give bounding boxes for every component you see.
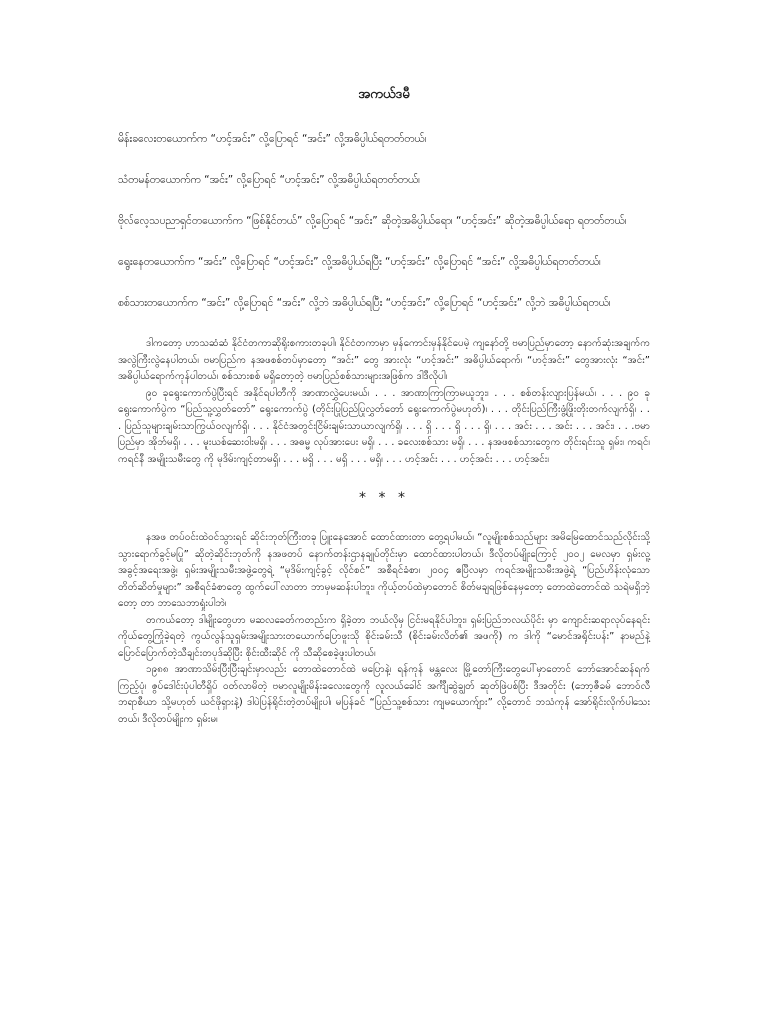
section-one — [118, 336, 650, 468]
quote-line: မိန်းခလေးတယောက်က “ဟင့်အင်း” လို့ပြောရင် “အင်း” လို့အဓိပ္ပါယ်ရတတ်တယ်၊ — [118, 133, 427, 145]
quote-line: သံတမန်တယောက်က “အင်း” လို့ပြောရင် “ဟင့်အင်း” လို့အဓိပ္ပါယ်ရတတ်တယ်၊ — [118, 174, 420, 186]
quote-line: ဗိုလ်လေ့သပညာရှင်တယောက်က “ဖြစ်နိုင်တယ်” လို့ပြောရင် “အင်း” ဆိုတဲ့အဓိပ္ပါယ်ရော၊ “ဟင့်အင်း” ဆိုတဲ့အဓိပ္ပါယ်ရော ရတတ်တယ်၊ — [118, 215, 627, 227]
section-two — [118, 530, 650, 728]
quote-line: ရွေးနေတယောက်က “အင်း” လို့ပြောရင် “ဟင့်အင်း” လို့အဓိပ္ပါယ်ရပြီး “ဟင့်အင်း” လို့ပြောရင် “အင်း” လို့အဓိပ္ပါယ်ရတတ်တယ်၊ — [118, 256, 601, 268]
paragraph: ၁၉၈၈ အာဏာသိမ်းပြီးပြီးချင်းမှာလည်း တောထဲတောင်ထဲ မပြောနဲ့၊ ရန်ကုန် မန္တလေး မြို့တော်ကြီးတွေပေါ်မှာတောင် ဘော်အောင်ဆန်ရက်ကြည့်ပုံ၊ ဇွပ်ဒေါင်းပုံပါတီရှိပ် ဝတ်လာမိတဲ့ ဗမာလူမျိုးမိန်းခလေးတွေကို လူလယ်ခေါင် အင်္ကျီဆွဲချွတ် ဆုတ်ဖြဲပစ်ပြီး ဒီအတိုင်း (ဘော့ဇီခမ် ဘောဝ်လီ ဘရာစီယာ သို့မဟုတ် ယင်ဖိုရှားနဲ့) ဒါပဲပြန်ရိုင်းတဲ့တပ်မျိုးပါ၊ မပြန်ခင် “ပြည်သူ့စစ်သား ကျမယောက်ျား” လို့တောင် ဘသံကုန် အော်ရိုင်းလိုက်ပါသေးတယ်၊ ဒီလိုတပ်မျိုးက ရှမ်းမ၊ — [118, 664, 650, 725]
document-title: အကယ်ဒမီ — [358, 87, 410, 102]
paragraph: တကယ်တော့ ဒါမျိုးတွေဟာ မဆလခေတ်ကတည်းက ရှိခဲ့တာ ဘယ်လိုမှ ငြင်းမရနိုင်ပါဘူး၊ ရှမ်းပြည်ဘလယ်ပိုင်း မှာ ကျောင်းဆရာလုပ်နေရင်း ကိုယ်တွေ့ကြုံခဲ့ရတဲ့ ကွယ်လွန်သူရှမ်းအမျိုးသားတယောက်ပြောဖူးသို စိုင်းခမ်းသီ (စိုင်းခမ်းလိတ်၏ အဖကို) က ဒါကို “မောင်အရိုင်းပန်း” နာမည်နဲ့ ပြောင်ပြောက်တဲ့သီချင်းတပုဒ်ဆိုပြီး စိုင်းထီးဆိုင် ကို သီဆိုစေခဲ့ဖူးပါတယ်၊ — [118, 614, 650, 659]
paragraph: ၉၀ ခုရွေးကောက်ပွဲပြီးရင် အနိုင်ရပါတီကို အာဏာလွှဲပေးမယ်၊ . . . အာဏာကြာကြာမယူဘူး၊ . . . စစ်တန်းလျားပြန်မယ်၊ . . . ၉၀ ခုရွေးကောက်ပွဲက “ပြည်သူ့လွှတ်တော်” ရွေးကောက်ပွဲ (တိုင်းပြုပြည်ပြုလွှတ်တော် ရွေးကောက်ပွဲမဟုတ်)၊ . . . တိုင်းပြည်ကြီးဖွံ့ဖြိုးတိုးတက်လျက်ရှိ၊ . . . ပြည်သူများချမ်းသာကြွယ်ဝလျက်ရှိ၊ . . . နိုင်ငံအတွင်းငြိမ်းချမ်းသာယာလျက်ရှိ၊ . . . ရှိ . . . ရှိ . . . ရှိ၊ . . . အင်း . . . အင်း . . . အင်း၊ . . .ဗမာပြည်မှာ အိုဘ်မရှိ၊ . . . မူးယစ်ဆေးဝါးမရှိ၊ . . . အဓမ္မ လုပ်အားပေး မရှိ၊ . . . ခလေးစစ်သား မရှိ၊ . . . နအဖစစ်သားတွေက တိုင်းရင်းသူ ရှမ်း၊ ကရင်၊ ကရင်နီ အမျိုးသမီးတွေ ကို မုဒိမ်းကျင့်တာမရှိ၊ . . . မရှိ . . . မရှိ . . . မရှိ၊ . . . ဟင့်အင်း . . . ဟင့်အင်း . . . ဟင့်အင်း၊ — [118, 387, 650, 465]
quote-line: စစ်သားတယောက်က “အင်း” လို့ပြောရင် “အင်း” လို့ဘဲ အဓိပ္ပါယ်ရပြီး “ဟင့်အင်း” လို့ပြောရင် “ဟင့်အင်း” လို့ဘဲ အဓိပ္ပါယ်ရတယ်၊ — [118, 297, 611, 309]
quote-block — [118, 131, 650, 312]
paragraph: နအဖ တပ်ဝင်းထဲဝင်သွားရင် ဆိုင်းဘုတ်ကြီးတခု ပြူးနေအောင် ထောင်ထားတာ တွေ့ရပါမယ်၊ “လူမျိုးစစ်သည်များ အမိမြေထောင်သည်လိုင်းသို့ သွားရောက်ခွင့်မပြု” ဆိုတဲ့ဆိုင်းဘုတ်ကို နအဖတပ် နောက်တန်းဌာနချုပ်တိုင်းမှာ ထောင်ထားပါတယ်၊ ဒီလိုတပ်မျိုးကြောင့် ၂၀၀၂ မေလမှာ ရှမ်းလူ့အခွင့်အရေးအဖွဲ့၊ ရှမ်းအမျိုးသမီးအဖွဲ့တွေရဲ့ “မုဒိမ်းကျင့်ခွင့် လိုင်စင်” အစီရင်ခံစာ၊ ၂၀၀၄ ဧပြီလမှာ ကရင်အမျိုးသမီးအဖွဲ့ရဲ့ “ပြည်ဟိန်းလုံသော တိတ်ဆိတ်မှုများ” အစီရင်ခံစာတွေ ထွက်ပေါ်လာတာ ဘာမှမဆန်းပါဘူး၊ ကိုယ့်တပ်ထဲမှာတောင် စိတ်မချရဖြစ်နေမှတော့ တောထဲတောင်ထဲ သရဲမရှိဘဲ့တော့ တာ ဘာသေဘာရှုံးပါဘဲ၊ — [118, 532, 650, 609]
paragraph: ဒါကတော့ ဟာသဆံဆံ နိုင်ငံတကာဆိုရိုးစကားတခုပါ၊ နိုင်ငံတကာမှာ မှန်ကောင်းမှန်နိုင်ပေမဲ့ ကျနော်တို့ ဗမာပြည်မှာတော့ နောက်ဆုံးအချက်က အလွဲကြီးလွဲနေပါတယ်၊ ဗမာပြည်က နအဖစစ်တပ်မှာတော့ “အင်း” တွေ အားလုံး “ဟင့်အင်း” အဓိပ္ပါယ်ရောက်၊ “ဟင့်အင်း” တွေအားလုံး “အင်း” အဓိပ္ပါယ်ရောက်ကုန်ပါတယ်၊ စစ်သားစစ် မရှိတော့တဲ့ ဗမာပြည်စစ်သားများအဖြစ်က ဒါဒီလိုပါ၊ — [118, 338, 650, 382]
section-divider: * * * — [359, 490, 409, 506]
